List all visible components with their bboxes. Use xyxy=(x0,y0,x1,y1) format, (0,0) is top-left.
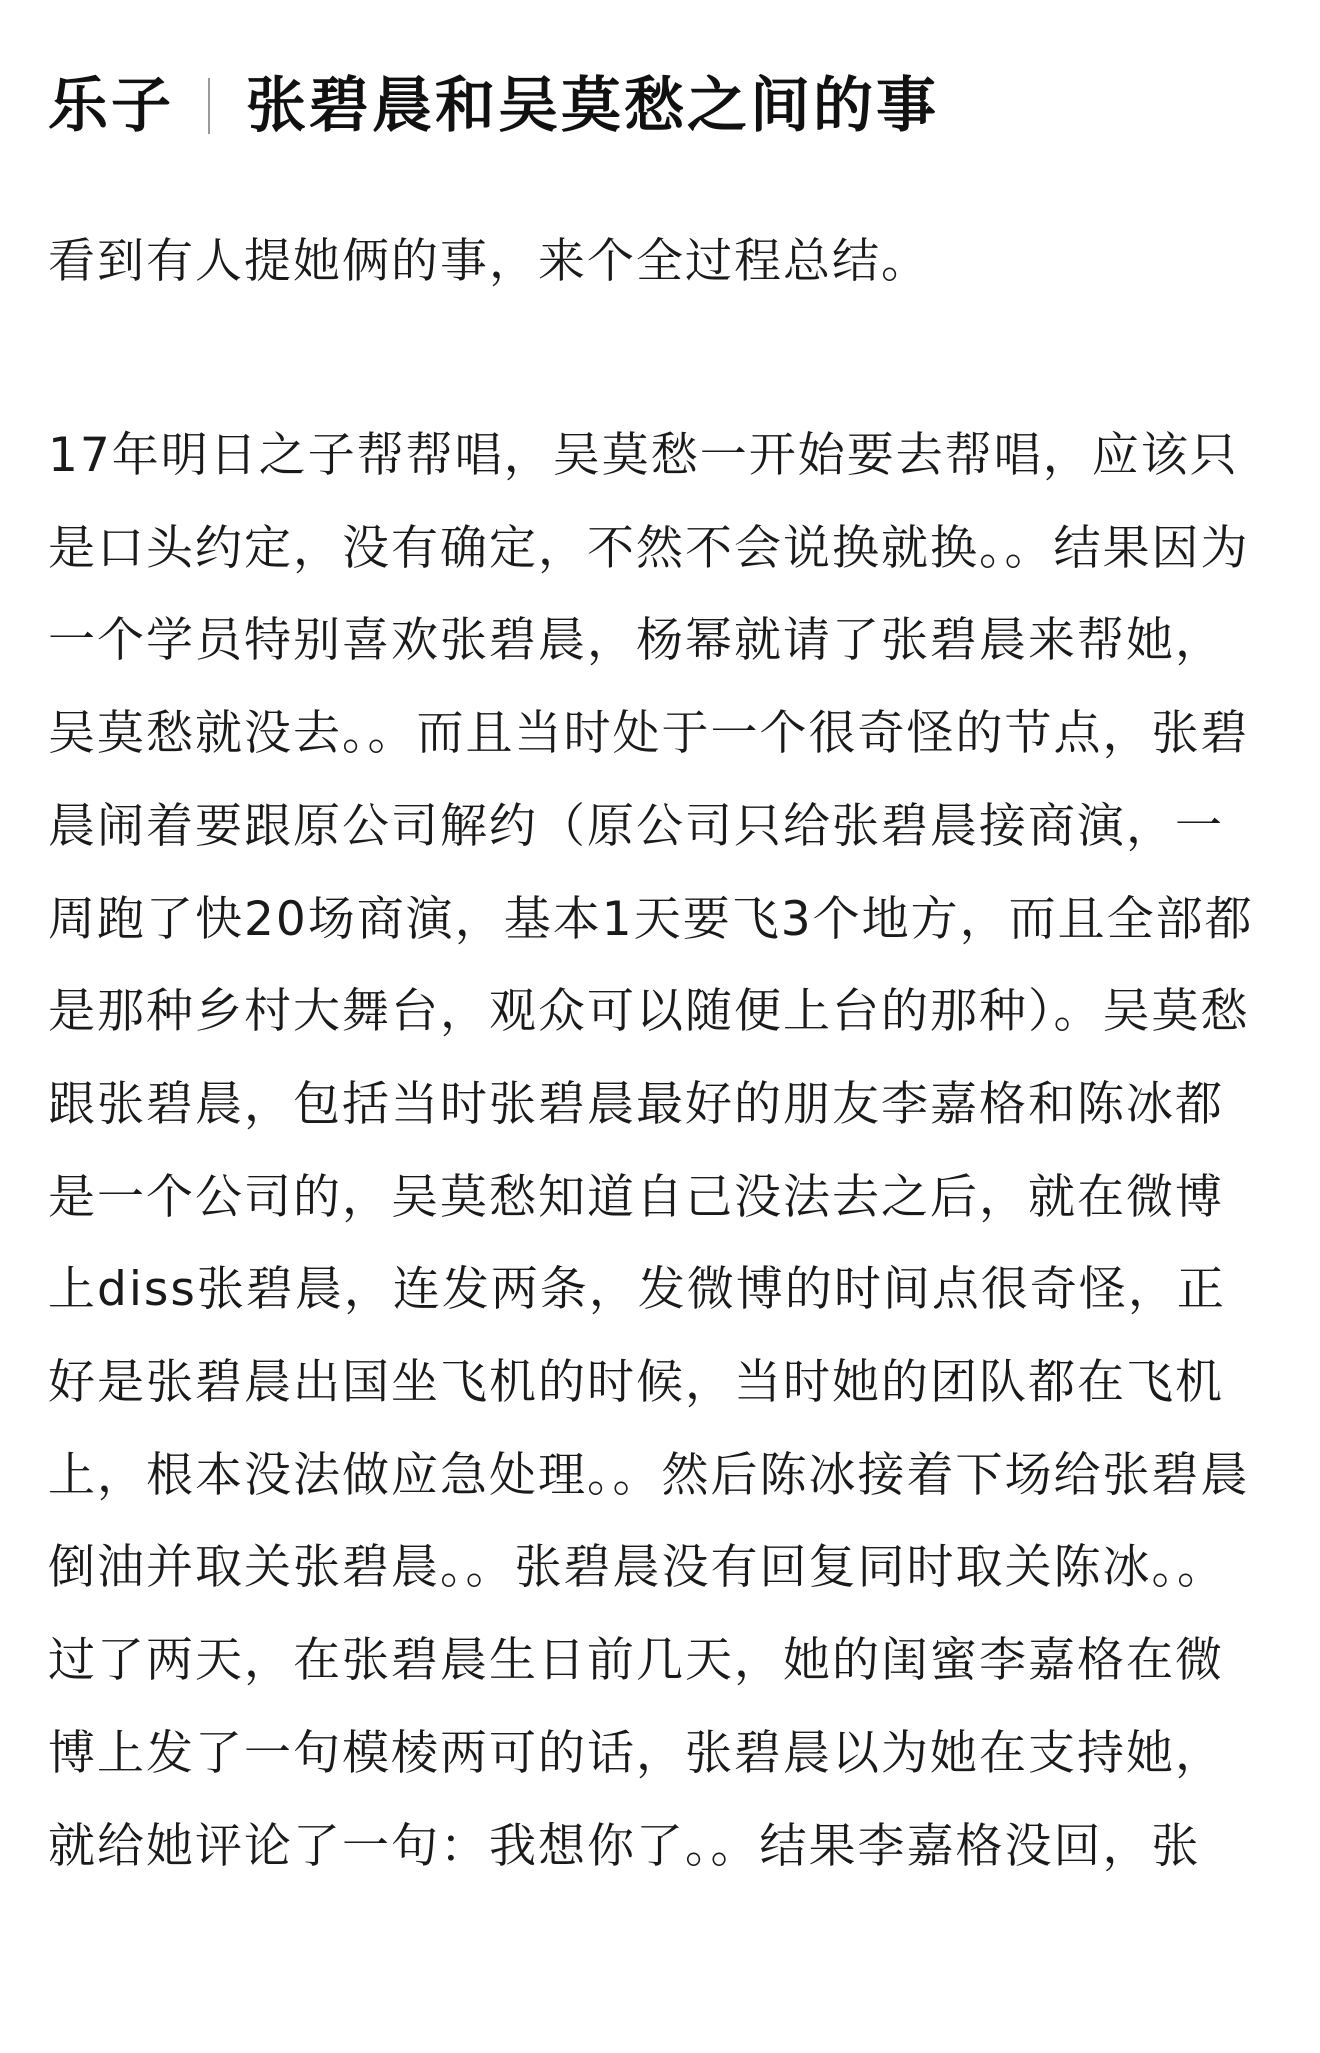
category-tag: 乐子 xyxy=(48,71,174,141)
page-title: 张碧晨和吴莫愁之间的事 xyxy=(246,71,939,141)
body-paragraph: 17年明日之子帮帮唱，吴莫愁一开始要去帮唱，应该只是口头约定，没有确定，不然不会说换就换。。结果因为一个学员特别喜欢张碧晨，杨幂就请了张碧晨来帮她，吴莫愁就没去。。而且当时处于一个很奇怪的节点，张碧晨闹着要跟原公司解约（原公司只给张碧晨接商演，一周跑了快20场商演，基本1天要飞3个地方，而且全部都是那种乡村大舞台，观众可以随便上台的那种）。吴莫愁跟张碧晨，包括当时张碧晨最好的朋友李嘉格和陈冰都是一个公司的，吴莫愁知道自己没法去之后，就在微博上diss张碧晨，连发两条，发微博的时间点很奇怪，正好是张碧晨出国坐飞机的时候，当时她的团队都在飞机上，根本没法做应急处理。。然后陈冰接着下场给张碧晨倒油并取关张碧晨。。张碧晨没有回复同时取关陈冰。。过了两天，在张碧晨生日前几天，她的闺蜜李嘉格在微博上发了一句模棱两可的话，张碧晨以为她在支持她，就给她评论了一句：我想你了。。结果李嘉格没回，张 xyxy=(48,428,1254,1874)
title-divider xyxy=(208,78,210,134)
article-header xyxy=(48,58,1272,154)
intro-paragraph: 看到有人提她俩的事，来个全过程总结。 xyxy=(48,234,930,289)
